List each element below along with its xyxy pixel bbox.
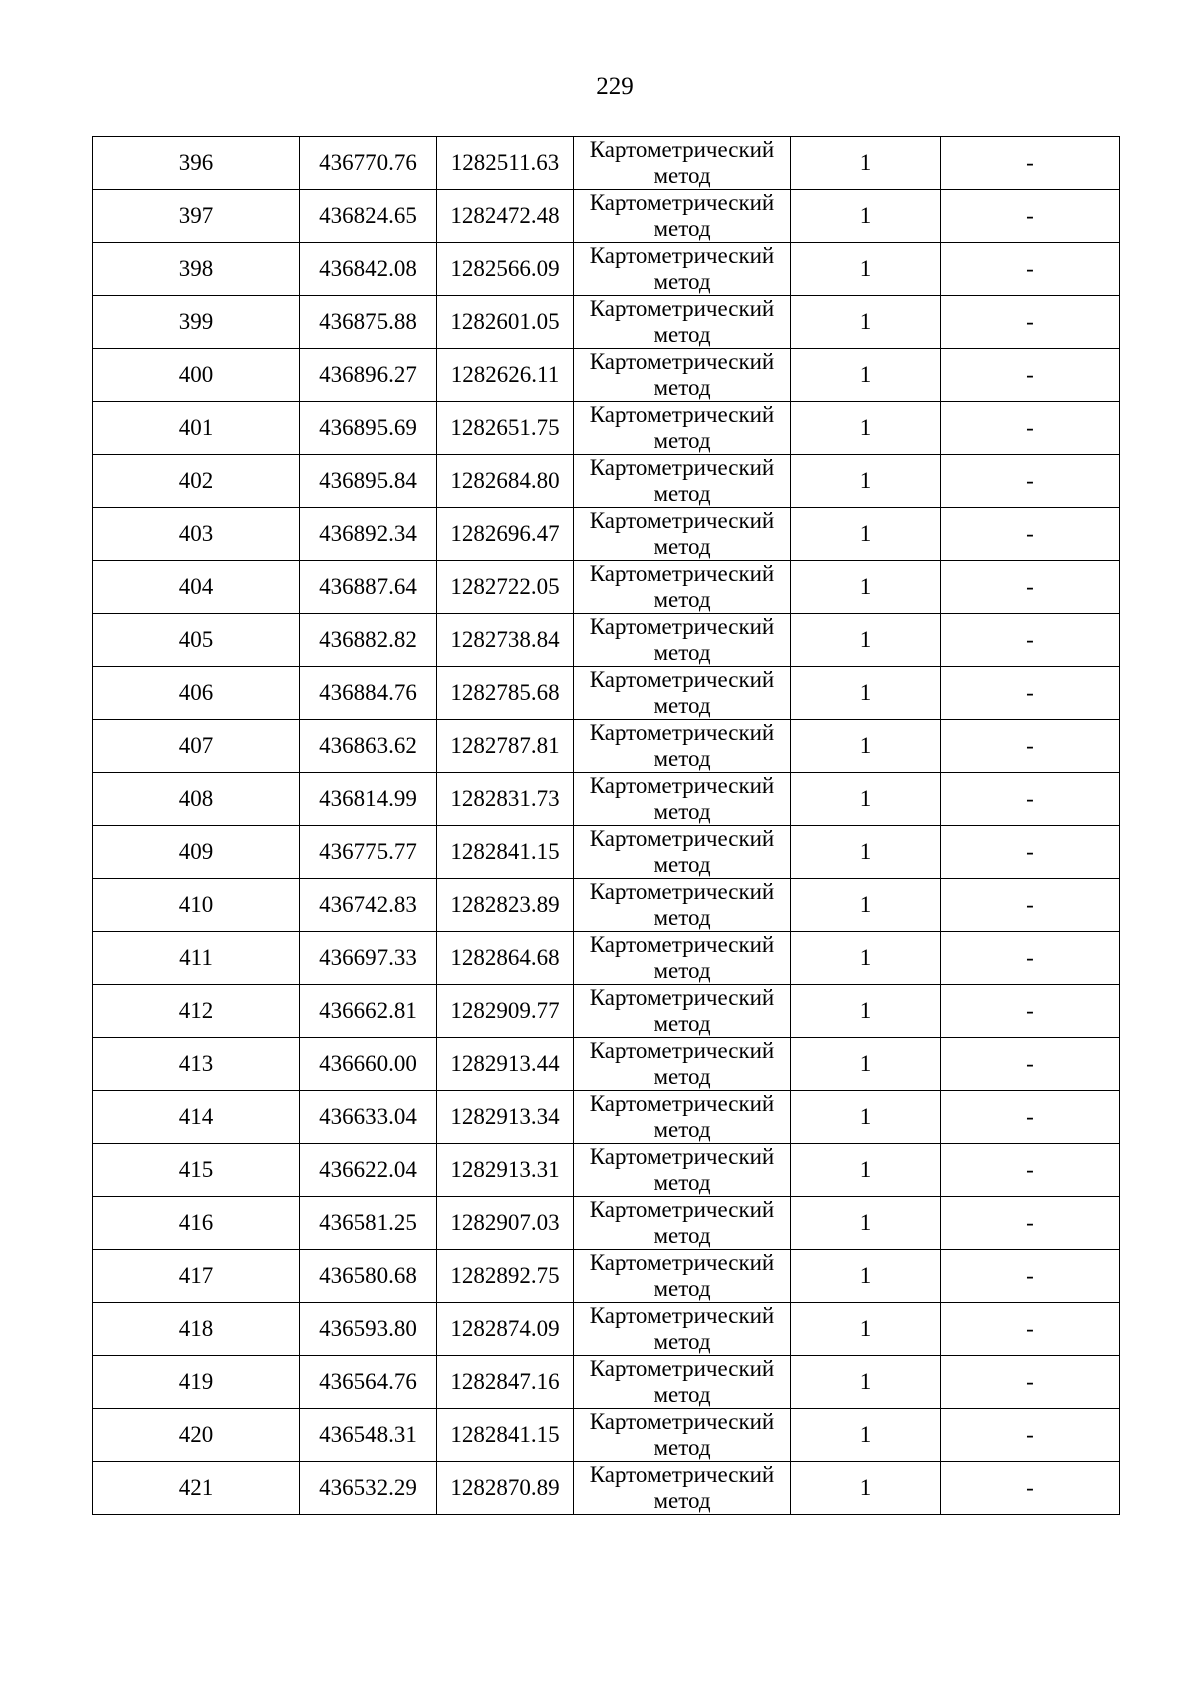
- table-row: [93, 879, 1120, 932]
- method-line1: Картометрический: [589, 826, 775, 851]
- note-cell: -: [941, 1409, 1120, 1462]
- accuracy-cell: 1: [791, 1144, 941, 1197]
- x-coordinate-cell: 436581.25: [300, 1197, 437, 1250]
- method-cell: [574, 1409, 791, 1462]
- table-row: [93, 1462, 1120, 1515]
- method-line2: метод: [653, 216, 711, 241]
- x-coordinate-cell: 436742.83: [300, 879, 437, 932]
- point-number-cell: 402: [93, 455, 300, 508]
- method-line1: Картометрический: [589, 985, 775, 1010]
- x-coordinate-cell: 436814.99: [300, 773, 437, 826]
- accuracy-cell: 1: [791, 826, 941, 879]
- method-line2: метод: [653, 852, 711, 877]
- note-cell: -: [941, 826, 1120, 879]
- method-line1: Картометрический: [589, 1197, 775, 1222]
- table-row: [93, 455, 1120, 508]
- page-number: 229: [596, 73, 634, 100]
- method-line1: Картометрический: [589, 296, 775, 321]
- accuracy-cell: 1: [791, 879, 941, 932]
- table-body: [93, 137, 1120, 1515]
- table-row: [93, 1197, 1120, 1250]
- table-row: [93, 667, 1120, 720]
- note-cell: -: [941, 349, 1120, 402]
- table-row: [93, 1356, 1120, 1409]
- coordinates-table: [92, 136, 1120, 1515]
- method-cell: [574, 190, 791, 243]
- method-cell: [574, 1250, 791, 1303]
- method-line2: метод: [653, 428, 711, 453]
- table-row: [93, 1409, 1120, 1462]
- method-line2: метод: [653, 375, 711, 400]
- accuracy-cell: 1: [791, 1038, 941, 1091]
- y-coordinate-cell: 1282913.44: [437, 1038, 574, 1091]
- note-cell: -: [941, 773, 1120, 826]
- table-row: [93, 137, 1120, 190]
- method-line2: метод: [653, 905, 711, 930]
- method-line1: Картометрический: [589, 455, 775, 480]
- x-coordinate-cell: 436580.68: [300, 1250, 437, 1303]
- method-line2: метод: [653, 1435, 711, 1460]
- y-coordinate-cell: 1282870.89: [437, 1462, 574, 1515]
- method-line1: Картометрический: [589, 614, 775, 639]
- method-line2: метод: [653, 1223, 711, 1248]
- method-line1: Картометрический: [589, 561, 775, 586]
- y-coordinate-cell: 1282913.31: [437, 1144, 574, 1197]
- method-cell: [574, 402, 791, 455]
- note-cell: -: [941, 1091, 1120, 1144]
- method-line2: метод: [653, 1064, 711, 1089]
- x-coordinate-cell: 436593.80: [300, 1303, 437, 1356]
- table-row: [93, 349, 1120, 402]
- accuracy-cell: 1: [791, 720, 941, 773]
- point-number-cell: 420: [93, 1409, 300, 1462]
- y-coordinate-cell: 1282874.09: [437, 1303, 574, 1356]
- note-cell: -: [941, 561, 1120, 614]
- method-line1: Картометрический: [589, 720, 775, 745]
- method-cell: [574, 1144, 791, 1197]
- accuracy-cell: 1: [791, 349, 941, 402]
- table-row: [93, 296, 1120, 349]
- table-row: [93, 190, 1120, 243]
- x-coordinate-cell: 436532.29: [300, 1462, 437, 1515]
- y-coordinate-cell: 1282841.15: [437, 1409, 574, 1462]
- y-coordinate-cell: 1282892.75: [437, 1250, 574, 1303]
- x-coordinate-cell: 436895.84: [300, 455, 437, 508]
- method-line2: метод: [653, 693, 711, 718]
- method-cell: [574, 614, 791, 667]
- point-number-cell: 421: [93, 1462, 300, 1515]
- accuracy-cell: 1: [791, 455, 941, 508]
- accuracy-cell: 1: [791, 1303, 941, 1356]
- table-row: [93, 508, 1120, 561]
- method-line1: Картометрический: [589, 879, 775, 904]
- x-coordinate-cell: 436875.88: [300, 296, 437, 349]
- y-coordinate-cell: 1282913.34: [437, 1091, 574, 1144]
- table-row: [93, 826, 1120, 879]
- y-coordinate-cell: 1282566.09: [437, 243, 574, 296]
- y-coordinate-cell: 1282651.75: [437, 402, 574, 455]
- method-line2: метод: [653, 1276, 711, 1301]
- x-coordinate-cell: 436775.77: [300, 826, 437, 879]
- accuracy-cell: 1: [791, 137, 941, 190]
- y-coordinate-cell: 1282847.16: [437, 1356, 574, 1409]
- point-number-cell: 404: [93, 561, 300, 614]
- method-line1: Картометрический: [589, 1250, 775, 1275]
- note-cell: -: [941, 985, 1120, 1038]
- method-line2: метод: [653, 746, 711, 771]
- method-line1: Картометрический: [589, 667, 775, 692]
- x-coordinate-cell: 436660.00: [300, 1038, 437, 1091]
- y-coordinate-cell: 1282511.63: [437, 137, 574, 190]
- accuracy-cell: 1: [791, 190, 941, 243]
- x-coordinate-cell: 436842.08: [300, 243, 437, 296]
- method-line2: метод: [653, 640, 711, 665]
- y-coordinate-cell: 1282626.11: [437, 349, 574, 402]
- accuracy-cell: 1: [791, 1462, 941, 1515]
- accuracy-cell: 1: [791, 667, 941, 720]
- method-cell: [574, 561, 791, 614]
- point-number-cell: 401: [93, 402, 300, 455]
- note-cell: -: [941, 402, 1120, 455]
- table-row: [93, 985, 1120, 1038]
- accuracy-cell: 1: [791, 402, 941, 455]
- method-cell: [574, 1197, 791, 1250]
- table-row: [93, 243, 1120, 296]
- note-cell: -: [941, 1250, 1120, 1303]
- note-cell: -: [941, 879, 1120, 932]
- method-line2: метод: [653, 1382, 711, 1407]
- point-number-cell: 409: [93, 826, 300, 879]
- method-line1: Картометрический: [589, 243, 775, 268]
- method-cell: [574, 349, 791, 402]
- method-line2: метод: [653, 587, 711, 612]
- note-cell: -: [941, 720, 1120, 773]
- accuracy-cell: 1: [791, 1250, 941, 1303]
- point-number-cell: 418: [93, 1303, 300, 1356]
- method-line2: метод: [653, 269, 711, 294]
- accuracy-cell: 1: [791, 1409, 941, 1462]
- y-coordinate-cell: 1282472.48: [437, 190, 574, 243]
- note-cell: -: [941, 137, 1120, 190]
- point-number-cell: 403: [93, 508, 300, 561]
- accuracy-cell: 1: [791, 985, 941, 1038]
- x-coordinate-cell: 436770.76: [300, 137, 437, 190]
- note-cell: -: [941, 508, 1120, 561]
- x-coordinate-cell: 436548.31: [300, 1409, 437, 1462]
- method-line2: метод: [653, 1329, 711, 1354]
- accuracy-cell: 1: [791, 773, 941, 826]
- y-coordinate-cell: 1282684.80: [437, 455, 574, 508]
- x-coordinate-cell: 436895.69: [300, 402, 437, 455]
- method-cell: [574, 879, 791, 932]
- method-cell: [574, 296, 791, 349]
- x-coordinate-cell: 436662.81: [300, 985, 437, 1038]
- x-coordinate-cell: 436564.76: [300, 1356, 437, 1409]
- method-line2: метод: [653, 481, 711, 506]
- note-cell: -: [941, 1038, 1120, 1091]
- table-row: [93, 1038, 1120, 1091]
- note-cell: -: [941, 455, 1120, 508]
- point-number-cell: 415: [93, 1144, 300, 1197]
- point-number-cell: 408: [93, 773, 300, 826]
- note-cell: -: [941, 296, 1120, 349]
- method-line2: метод: [653, 1170, 711, 1195]
- method-cell: [574, 773, 791, 826]
- accuracy-cell: 1: [791, 932, 941, 985]
- x-coordinate-cell: 436824.65: [300, 190, 437, 243]
- method-cell: [574, 826, 791, 879]
- y-coordinate-cell: 1282722.05: [437, 561, 574, 614]
- method-line1: Картометрический: [589, 1038, 775, 1063]
- method-cell: [574, 1038, 791, 1091]
- point-number-cell: 410: [93, 879, 300, 932]
- accuracy-cell: 1: [791, 561, 941, 614]
- x-coordinate-cell: 436697.33: [300, 932, 437, 985]
- method-line2: метод: [653, 322, 711, 347]
- note-cell: -: [941, 1197, 1120, 1250]
- method-line2: метод: [653, 163, 711, 188]
- note-cell: -: [941, 243, 1120, 296]
- table-row: [93, 720, 1120, 773]
- y-coordinate-cell: 1282907.03: [437, 1197, 574, 1250]
- table-row: [93, 1144, 1120, 1197]
- y-coordinate-cell: 1282785.68: [437, 667, 574, 720]
- method-cell: [574, 243, 791, 296]
- method-cell: [574, 985, 791, 1038]
- method-line1: Картометрический: [589, 1356, 775, 1381]
- method-line2: метод: [653, 1117, 711, 1142]
- point-number-cell: 411: [93, 932, 300, 985]
- table-row: [93, 932, 1120, 985]
- method-cell: [574, 1462, 791, 1515]
- method-line1: Картометрический: [589, 1303, 775, 1328]
- method-line1: Картометрический: [589, 1091, 775, 1116]
- note-cell: -: [941, 1356, 1120, 1409]
- accuracy-cell: 1: [791, 1091, 941, 1144]
- table-row: [93, 1091, 1120, 1144]
- method-line1: Картометрический: [589, 932, 775, 957]
- method-cell: [574, 508, 791, 561]
- method-cell: [574, 720, 791, 773]
- accuracy-cell: 1: [791, 296, 941, 349]
- point-number-cell: 405: [93, 614, 300, 667]
- method-line1: Картометрический: [589, 137, 775, 162]
- point-number-cell: 400: [93, 349, 300, 402]
- method-cell: [574, 1356, 791, 1409]
- accuracy-cell: 1: [791, 243, 941, 296]
- method-line1: Картометрический: [589, 190, 775, 215]
- point-number-cell: 399: [93, 296, 300, 349]
- y-coordinate-cell: 1282841.15: [437, 826, 574, 879]
- y-coordinate-cell: 1282909.77: [437, 985, 574, 1038]
- x-coordinate-cell: 436892.34: [300, 508, 437, 561]
- method-line2: метод: [653, 534, 711, 559]
- note-cell: -: [941, 932, 1120, 985]
- accuracy-cell: 1: [791, 1197, 941, 1250]
- method-cell: [574, 667, 791, 720]
- point-number-cell: 397: [93, 190, 300, 243]
- point-number-cell: 407: [93, 720, 300, 773]
- note-cell: -: [941, 190, 1120, 243]
- x-coordinate-cell: 436882.82: [300, 614, 437, 667]
- point-number-cell: 412: [93, 985, 300, 1038]
- method-line1: Картометрический: [589, 508, 775, 533]
- y-coordinate-cell: 1282738.84: [437, 614, 574, 667]
- method-line2: метод: [653, 1011, 711, 1036]
- point-number-cell: 396: [93, 137, 300, 190]
- table-row: [93, 561, 1120, 614]
- note-cell: -: [941, 1303, 1120, 1356]
- x-coordinate-cell: 436884.76: [300, 667, 437, 720]
- table-row: [93, 1303, 1120, 1356]
- point-number-cell: 398: [93, 243, 300, 296]
- y-coordinate-cell: 1282831.73: [437, 773, 574, 826]
- point-number-cell: 414: [93, 1091, 300, 1144]
- point-number-cell: 417: [93, 1250, 300, 1303]
- point-number-cell: 419: [93, 1356, 300, 1409]
- method-line2: метод: [653, 1488, 711, 1513]
- method-line2: метод: [653, 958, 711, 983]
- table-row: [93, 402, 1120, 455]
- method-line1: Картометрический: [589, 1409, 775, 1434]
- x-coordinate-cell: 436863.62: [300, 720, 437, 773]
- method-line1: Картометрический: [589, 773, 775, 798]
- method-cell: [574, 137, 791, 190]
- accuracy-cell: 1: [791, 508, 941, 561]
- y-coordinate-cell: 1282696.47: [437, 508, 574, 561]
- point-number-cell: 406: [93, 667, 300, 720]
- y-coordinate-cell: 1282864.68: [437, 932, 574, 985]
- y-coordinate-cell: 1282601.05: [437, 296, 574, 349]
- method-cell: [574, 932, 791, 985]
- table-row: [93, 773, 1120, 826]
- note-cell: -: [941, 1144, 1120, 1197]
- note-cell: -: [941, 1462, 1120, 1515]
- accuracy-cell: 1: [791, 1356, 941, 1409]
- y-coordinate-cell: 1282823.89: [437, 879, 574, 932]
- y-coordinate-cell: 1282787.81: [437, 720, 574, 773]
- method-cell: [574, 455, 791, 508]
- method-line1: Картометрический: [589, 1462, 775, 1487]
- table-row: [93, 614, 1120, 667]
- method-line2: метод: [653, 799, 711, 824]
- method-line1: Картометрический: [589, 402, 775, 427]
- x-coordinate-cell: 436622.04: [300, 1144, 437, 1197]
- point-number-cell: 416: [93, 1197, 300, 1250]
- method-line1: Картометрический: [589, 349, 775, 374]
- method-cell: [574, 1303, 791, 1356]
- accuracy-cell: 1: [791, 614, 941, 667]
- method-cell: [574, 1091, 791, 1144]
- note-cell: -: [941, 667, 1120, 720]
- method-line1: Картометрический: [589, 1144, 775, 1169]
- x-coordinate-cell: 436896.27: [300, 349, 437, 402]
- table-row: [93, 1250, 1120, 1303]
- x-coordinate-cell: 436633.04: [300, 1091, 437, 1144]
- point-number-cell: 413: [93, 1038, 300, 1091]
- note-cell: -: [941, 614, 1120, 667]
- x-coordinate-cell: 436887.64: [300, 561, 437, 614]
